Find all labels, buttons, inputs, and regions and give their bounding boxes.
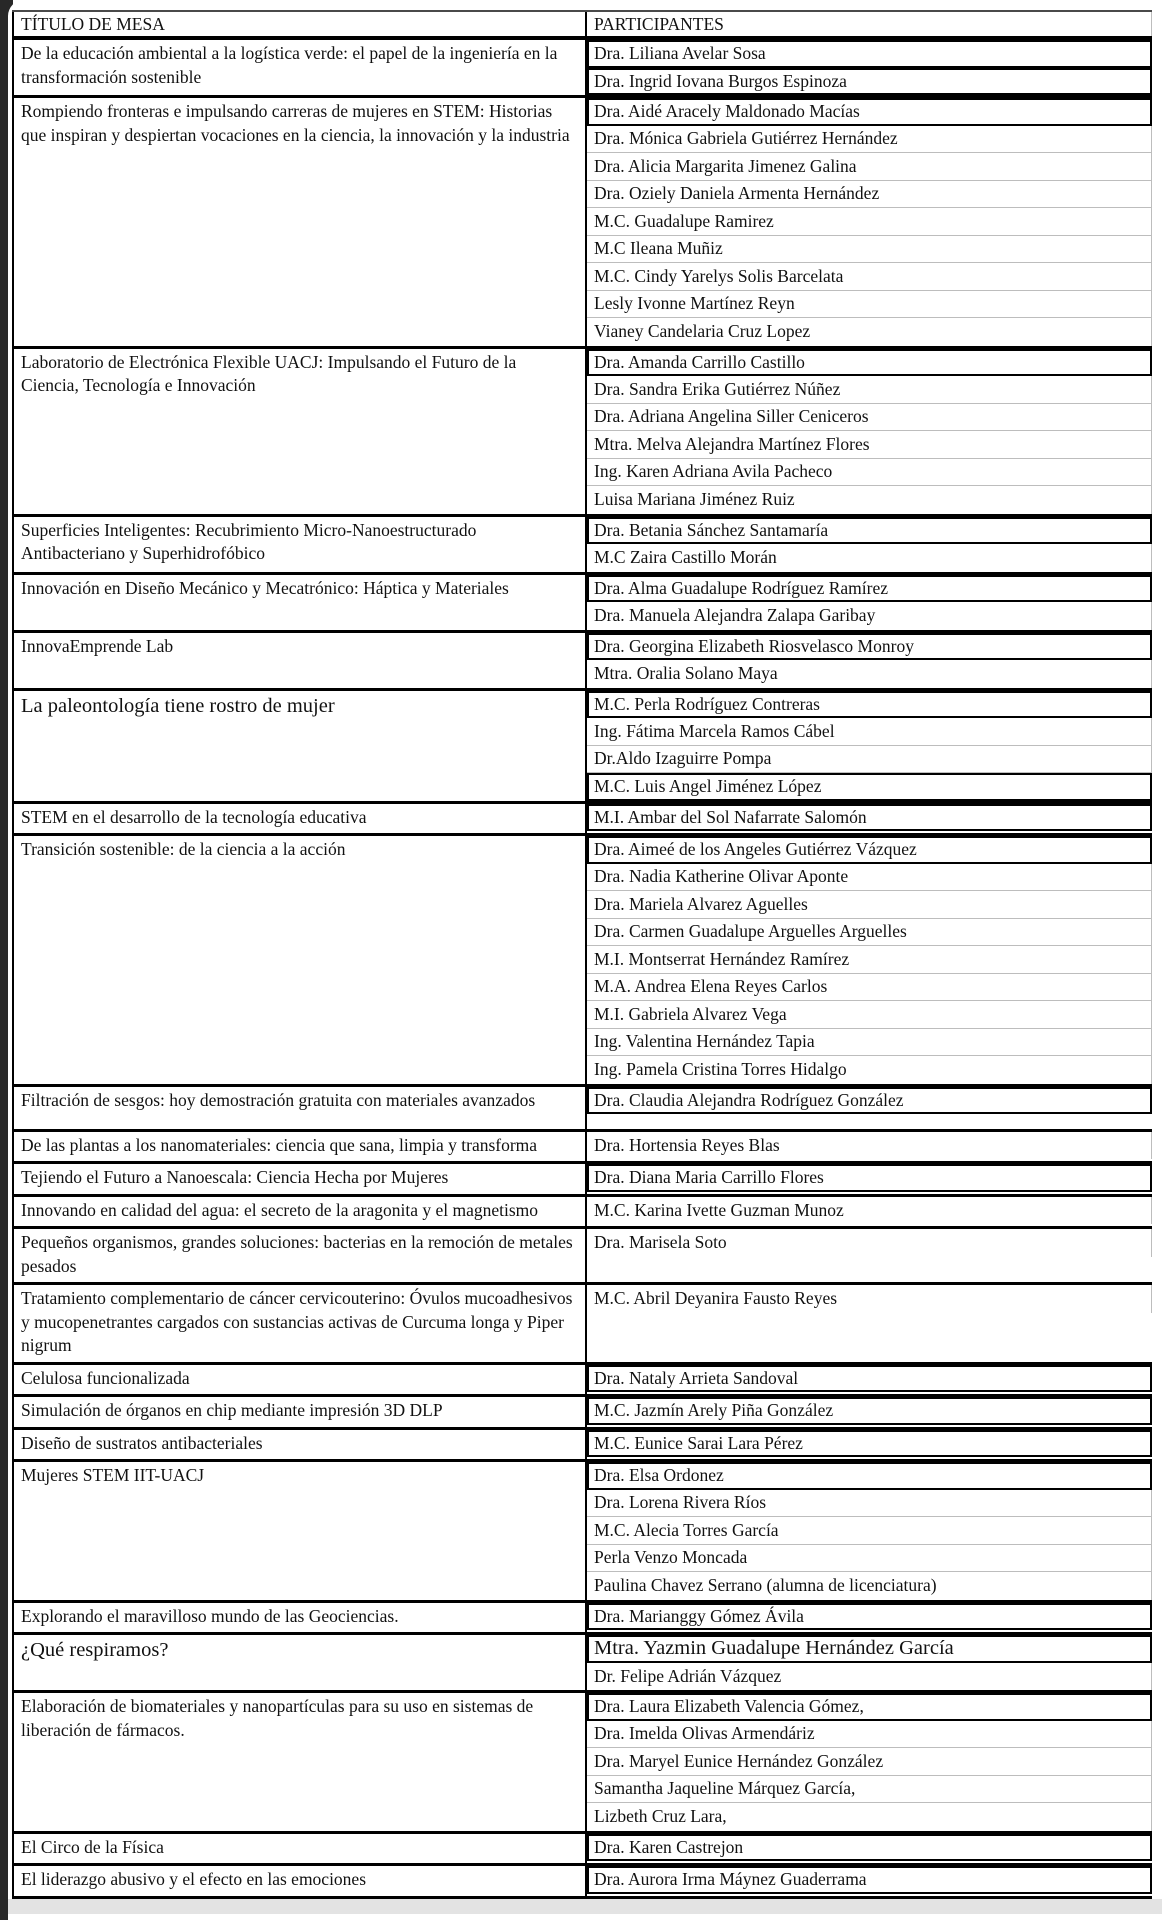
document-page	[8, 0, 1162, 1920]
column-header-participantes: PARTICIPANTES	[587, 12, 1152, 36]
participant-row: Dra. Aurora Irma Máynez Guaderrama	[587, 1866, 1152, 1894]
participants-cell	[587, 633, 1152, 688]
participants-cell	[587, 1365, 1152, 1395]
participant-row: Perla Venzo Moncada	[587, 1545, 1152, 1573]
mesa-title-cell: Pequeños organismos, grandes soluciones: bacterias en la remoción de metales pesados	[14, 1229, 587, 1282]
participant-row: M.A. Andrea Elena Reyes Carlos	[587, 974, 1152, 1002]
mesa-title-cell: Simulación de órganos en chip mediante impresión 3D DLP	[14, 1397, 587, 1427]
table-row	[12, 1693, 1152, 1834]
participants-cell	[587, 1229, 1152, 1282]
mesa-title-cell: Innovando en calidad del agua: el secreto de la aragonita y el magnetismo	[14, 1197, 587, 1227]
participant-row: M.C. Luis Angel Jiménez López	[587, 773, 1152, 801]
participant-row: Dra. Georgina Elizabeth Riosvelasco Monroy	[587, 633, 1152, 661]
participants-cell	[587, 1430, 1152, 1460]
participant-row: Dr.Aldo Izaguirre Pompa	[587, 746, 1152, 774]
mesa-title-cell: ¿Qué respiramos?	[14, 1635, 587, 1690]
participant-row: Dra. Carmen Guadalupe Arguelles Arguelles	[587, 919, 1152, 947]
mesa-title-cell: Laboratorio de Electrónica Flexible UACJ: Impulsando el Futuro de la Ciencia, Tecnología e Innovación	[14, 349, 587, 514]
participant-row: Mtra. Oralia Solano Maya	[587, 660, 1152, 688]
table-row	[12, 1397, 1152, 1430]
participant-row: Dra. Mónica Gabriela Gutiérrez Hernández	[587, 126, 1152, 154]
participant-row: Dra. Aimeé de los Angeles Gutiérrez Vázquez	[587, 836, 1152, 864]
participant-row: Dr. Felipe Adrián Vázquez	[587, 1663, 1152, 1691]
table-row	[12, 1285, 1152, 1365]
participant-row: Ing. Valentina Hernández Tapia	[587, 1029, 1152, 1057]
participant-row: M.C. Jazmín Arely Piña González	[587, 1397, 1152, 1425]
mesa-title-cell: La paleontología tiene rostro de mujer	[14, 691, 587, 801]
participant-row: M.I. Gabriela Alvarez Vega	[587, 1001, 1152, 1029]
participants-cell	[587, 98, 1152, 346]
participant-row: Paulina Chavez Serrano (alumna de licenciatura)	[587, 1572, 1152, 1600]
table-row	[12, 836, 1152, 1087]
participants-cell	[587, 1834, 1152, 1864]
participant-row: Dra. Alma Guadalupe Rodríguez Ramírez	[587, 575, 1152, 603]
table-row	[12, 575, 1152, 633]
participant-row: Dra. Liliana Avelar Sosa	[587, 40, 1152, 68]
mesa-title-cell: Superficies Inteligentes: Recubrimiento Micro-Nanoestructurado Antibacteriano y Superhidrofóbico	[14, 517, 587, 572]
mesa-title-cell: Celulosa funcionalizada	[14, 1365, 587, 1395]
participant-row: Dra. Imelda Olivas Armendáriz	[587, 1721, 1152, 1749]
table-row	[12, 98, 1152, 349]
mesa-title-cell: Tratamiento complementario de cáncer cervicouterino: Óvulos mucoadhesivos y mucopenetrantes cargados con sustancias activas de Curcuma longa y Piper nigrum	[14, 1285, 587, 1362]
participant-row: Dra. Claudia Alejandra Rodríguez González	[587, 1087, 1152, 1115]
participants-cell	[587, 804, 1152, 834]
participant-row: Dra. Betania Sánchez Santamaría	[587, 517, 1152, 545]
participant-row: Dra. Ingrid Iovana Burgos Espinoza	[587, 68, 1152, 96]
participant-row: Dra. Karen Castrejon	[587, 1834, 1152, 1862]
mesa-title-cell: Elaboración de biomateriales y nanopartículas para su uso en sistemas de liberación de fármacos.	[14, 1693, 587, 1831]
participants-cell	[587, 836, 1152, 1084]
participant-row: Dra. Mariela Alvarez Aguelles	[587, 891, 1152, 919]
participant-row: Dra. Alicia Margarita Jimenez Galina	[587, 153, 1152, 181]
table-row	[12, 1365, 1152, 1398]
participant-row: Dra. Lorena Rivera Ríos	[587, 1490, 1152, 1518]
participant-row: M.C Ileana Muñiz	[587, 236, 1152, 264]
mesa-title-cell: De la educación ambiental a la logística verde: el papel de la ingeniería en la transformación sostenible	[14, 40, 587, 95]
participant-row: Ing. Fátima Marcela Ramos Cábel	[587, 718, 1152, 746]
mesa-title-cell: De las plantas a los nanomateriales: ciencia que sana, limpia y transforma	[14, 1132, 587, 1162]
participant-row: Luisa Mariana Jiménez Ruiz	[587, 486, 1152, 514]
participants-cell	[587, 1397, 1152, 1427]
participant-row: Dra. Laura Elizabeth Valencia Gómez,	[587, 1693, 1152, 1721]
participant-row: M.C. Perla Rodríguez Contreras	[587, 691, 1152, 719]
table-row	[12, 1132, 1152, 1165]
table-header-row	[12, 12, 1152, 40]
participant-row: M.C. Karina Ivette Guzman Munoz	[587, 1197, 1152, 1225]
participant-row: Dra. Marianggy Gómez Ávila	[587, 1603, 1152, 1631]
participant-row: M.I. Montserrat Hernández Ramírez	[587, 946, 1152, 974]
mesa-title-cell: Tejiendo el Futuro a Nanoescala: Ciencia Hecha por Mujeres	[14, 1164, 587, 1194]
participant-row: M.C. Eunice Sarai Lara Pérez	[587, 1430, 1152, 1458]
table-row	[12, 1430, 1152, 1463]
participant-row: M.C Zaira Castillo Morán	[587, 544, 1152, 572]
participant-row: M.C. Alecia Torres García	[587, 1517, 1152, 1545]
participants-cell	[587, 1693, 1152, 1831]
participant-row: Mtra. Yazmin Guadalupe Hernández García	[587, 1635, 1152, 1663]
mesa-title-cell: Innovación en Diseño Mecánico y Mecatrónico: Háptica y Materiales	[14, 575, 587, 630]
table-row	[12, 1462, 1152, 1603]
participant-row: Dra. Marisela Soto	[587, 1229, 1152, 1257]
participant-row: Dra. Elsa Ordonez	[587, 1462, 1152, 1490]
mesa-title-cell: Diseño de sustratos antibacteriales	[14, 1430, 587, 1460]
participants-cell	[587, 349, 1152, 514]
table-row	[12, 40, 1152, 98]
participant-row: Vianey Candelaria Cruz Lopez	[587, 318, 1152, 346]
table-row	[12, 1603, 1152, 1636]
participant-row: Lizbeth Cruz Lara,	[587, 1803, 1152, 1831]
table-row	[12, 349, 1152, 517]
participant-row: Dra. Adriana Angelina Siller Ceniceros	[587, 404, 1152, 432]
table-body	[12, 40, 1152, 1899]
mesa-table	[12, 10, 1152, 1899]
mesa-title-cell: Filtración de sesgos: hoy demostración gratuita con materiales avanzados	[14, 1087, 587, 1129]
participant-row: M.C. Cindy Yarelys Solis Barcelata	[587, 263, 1152, 291]
participant-row: Dra. Nataly Arrieta Sandoval	[587, 1365, 1152, 1393]
participant-row: Mtra. Melva Alejandra Martínez Flores	[587, 431, 1152, 459]
participant-row: Ing. Pamela Cristina Torres Hidalgo	[587, 1056, 1152, 1084]
participants-cell	[587, 1197, 1152, 1227]
table-row	[12, 1197, 1152, 1230]
table-row	[12, 691, 1152, 804]
table-row	[12, 1834, 1152, 1867]
table-row	[12, 1164, 1152, 1197]
column-header-titulo-de-mesa: TÍTULO DE MESA	[14, 12, 587, 36]
participants-cell	[587, 1285, 1152, 1362]
participants-cell	[587, 575, 1152, 630]
mesa-title-cell: El Circo de la Física	[14, 1834, 587, 1864]
participants-cell	[587, 40, 1152, 95]
participants-cell	[587, 1635, 1152, 1690]
mesa-title-cell: Explorando el maravilloso mundo de las Geociencias.	[14, 1603, 587, 1633]
participants-cell	[587, 691, 1152, 801]
participant-row: Dra. Amanda Carrillo Castillo	[587, 349, 1152, 377]
participant-row: Dra. Oziely Daniela Armenta Hernández	[587, 181, 1152, 209]
page-bottom-strip	[8, 1899, 1162, 1914]
participant-row: Dra. Maryel Eunice Hernández González	[587, 1748, 1152, 1776]
table-row	[12, 1866, 1152, 1899]
table-row	[12, 1635, 1152, 1693]
participant-row: Dra. Diana Maria Carrillo Flores	[587, 1164, 1152, 1192]
mesa-title-cell: Transición sostenible: de la ciencia a la acción	[14, 836, 587, 1084]
participants-cell	[587, 1603, 1152, 1633]
participant-row: Dra. Aidé Aracely Maldonado Macías	[587, 98, 1152, 126]
participant-row: Dra. Manuela Alejandra Zalapa Garibay	[587, 602, 1152, 630]
participants-cell	[587, 1462, 1152, 1600]
table-row	[12, 633, 1152, 691]
participant-row: Dra. Hortensia Reyes Blas	[587, 1132, 1152, 1160]
table-row	[12, 1229, 1152, 1285]
participants-cell	[587, 1132, 1152, 1162]
participant-row: M.C. Abril Deyanira Fausto Reyes	[587, 1285, 1152, 1313]
mesa-title-cell: Rompiendo fronteras e impulsando carreras de mujeres en STEM: Historias que inspiran y despiertan vocaciones en la ciencia, la innovación y la industria	[14, 98, 587, 346]
participant-row: Dra. Nadia Katherine Olivar Aponte	[587, 864, 1152, 892]
participant-row: Ing. Karen Adriana Avila Pacheco	[587, 459, 1152, 487]
participant-row: M.I. Ambar del Sol Nafarrate Salomón	[587, 804, 1152, 832]
participant-row: Lesly Ivonne Martínez Reyn	[587, 291, 1152, 319]
mesa-title-cell: STEM en el desarrollo de la tecnología educativa	[14, 804, 587, 834]
table-row	[12, 1087, 1152, 1132]
participants-cell	[587, 517, 1152, 572]
mesa-title-cell: Mujeres STEM IIT-UACJ	[14, 1462, 587, 1600]
table-row	[12, 517, 1152, 575]
participant-row: Dra. Sandra Erika Gutiérrez Núñez	[587, 376, 1152, 404]
table-row	[12, 804, 1152, 837]
participants-cell	[587, 1866, 1152, 1896]
mesa-title-cell: El liderazgo abusivo y el efecto en las emociones	[14, 1866, 587, 1896]
participant-row: Samantha Jaqueline Márquez García,	[587, 1776, 1152, 1804]
mesa-title-cell: InnovaEmprende Lab	[14, 633, 587, 688]
participants-cell	[587, 1087, 1152, 1129]
participants-cell	[587, 1164, 1152, 1194]
participant-row: M.C. Guadalupe Ramirez	[587, 208, 1152, 236]
